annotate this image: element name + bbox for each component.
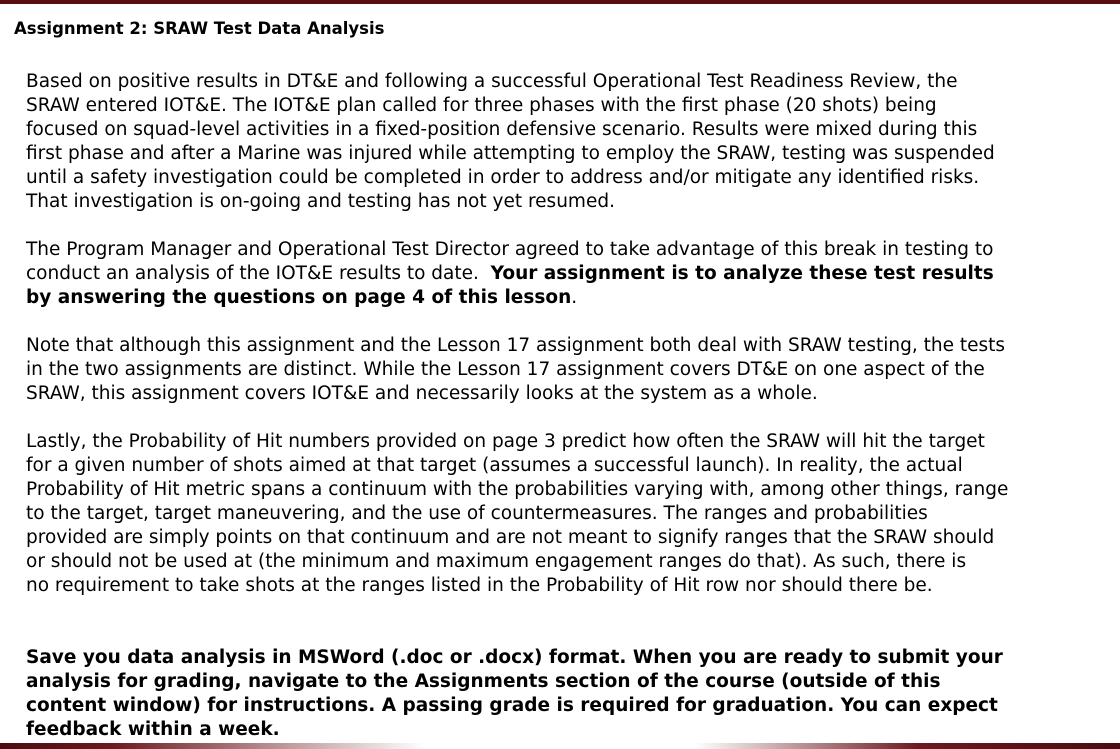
text-line: Based on positive results in DT&E and following a successful Operational Test Readiness Review, the xyxy=(26,71,958,92)
text-line: SRAW, this assignment covers IOT&E and necessarily looks at the system as a whole. xyxy=(26,383,818,404)
paragraph-assignment xyxy=(26,238,1086,310)
page-title: Assignment 2: SRAW Test Data Analysis xyxy=(14,19,385,38)
text-line: first phase and after a Marine was injured while attempting to employ the SRAW, testing was suspended xyxy=(26,143,995,164)
paragraph-background xyxy=(26,70,1086,214)
assignment-body xyxy=(26,70,1086,742)
text-line: to the target, target maneuvering, and the use of countermeasures. The ranges and probabilities xyxy=(26,503,928,524)
text-line: The Program Manager and Operational Test Director agreed to take advantage of this break in testing to xyxy=(26,239,994,260)
text-normal: conduct an analysis of the IOT&E results to date. xyxy=(26,263,491,284)
text-normal: . xyxy=(571,287,578,308)
text-line: That investigation is on-going and testing has not yet resumed. xyxy=(26,191,615,212)
paragraph-probability xyxy=(26,430,1086,598)
text-line: Note that although this assignment and the Lesson 17 assignment both deal with SRAW testing, the tests xyxy=(26,335,1005,356)
text-line: or should not be used at (the minimum and maximum engagement ranges do that). As such, there is xyxy=(26,551,967,572)
paragraph-submission xyxy=(26,646,1086,742)
text-bold: by answering the questions on page 4 of this lesson xyxy=(26,287,572,308)
text-line: until a safety investigation could be completed in order to address and/or mitigate any identified risks. xyxy=(26,167,980,188)
text-line: Lastly, the Probability of Hit numbers provided on page 3 predict how often the SRAW will hit the target xyxy=(26,431,985,452)
text-bold: Your assignment is to analyze these test results xyxy=(490,263,994,284)
text-line: focused on squad-level activities in a fixed-position defensive scenario. Results were mixed during this xyxy=(26,119,978,140)
text-line: SRAW entered IOT&E. The IOT&E plan called for three phases with the first phase (20 shots) being xyxy=(26,95,937,116)
text-line: content window) for instructions. A passing grade is required for graduation. You can expect xyxy=(26,695,998,716)
text-line: analysis for grading, navigate to the Assignments section of the course (outside of this xyxy=(26,671,941,692)
text-line: provided are simply points on that continuum and are not meant to signify ranges that the SRAW should xyxy=(26,527,995,548)
text-line xyxy=(26,286,1086,310)
text-line xyxy=(26,262,1086,286)
text-line: Probability of Hit metric spans a continuum with the probabilities varying with, among other things, range xyxy=(26,479,1009,500)
paragraph-note xyxy=(26,334,1086,406)
text-line: Save you data analysis in MSWord (.doc or .docx) format. When you are ready to submit your xyxy=(26,647,1003,668)
text-line: feedback within a week. xyxy=(26,719,280,740)
bottom-border xyxy=(0,743,1120,749)
top-border xyxy=(0,0,1120,4)
text-line: no requirement to take shots at the ranges listed in the Probability of Hit row nor should there be. xyxy=(26,575,933,596)
text-line: in the two assignments are distinct. While the Lesson 17 assignment covers DT&E on one aspect of the xyxy=(26,359,985,380)
text-line: for a given number of shots aimed at that target (assumes a successful launch). In reality, the actual xyxy=(26,455,963,476)
